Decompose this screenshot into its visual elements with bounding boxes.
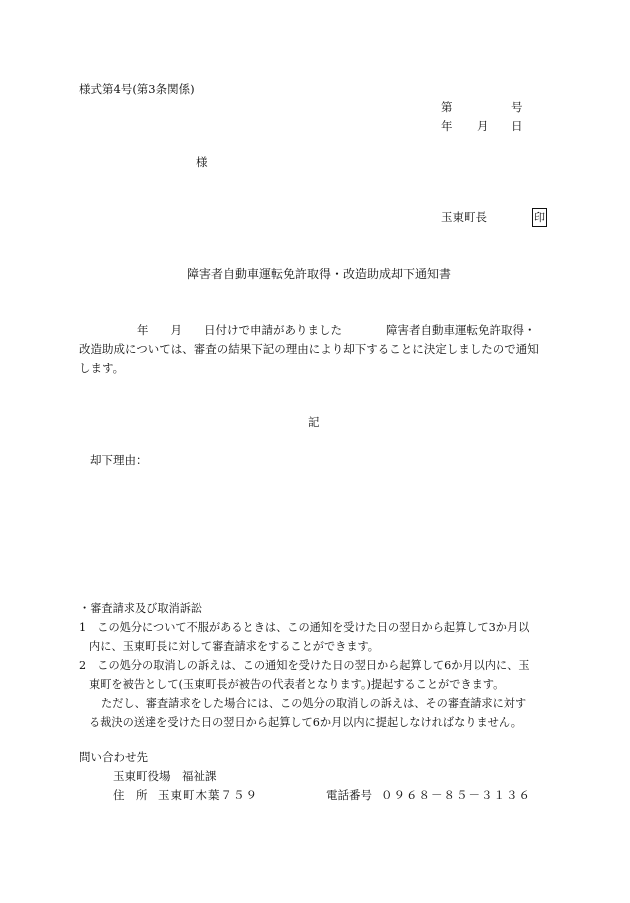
body-paragraph — [79, 321, 559, 378]
sender-title: 玉東町長 — [441, 210, 487, 224]
appeal-item-2-line-2: 東町を被告として(玉東町長が被告の代表者となります。)提起することができます。 — [89, 678, 505, 691]
date-year: 年 — [441, 119, 453, 133]
addressee-honorific: 様 — [196, 155, 208, 169]
reason-label: 却下理由： — [90, 453, 148, 467]
body-line-2: 改造助成については、審査の結果下記の理由により却下することに決定しましたので通知 — [79, 342, 539, 356]
appeal-heading: ・審査請求及び取消訴訟 — [79, 602, 203, 615]
appeal-note-line-2: る裁決の送達を受けた日の翌日から起算して6か月以内に提起しなければなりません。 — [89, 716, 522, 729]
body-month: 月 — [170, 323, 182, 337]
contact-label: 問い合わせ先 — [79, 750, 148, 764]
ki-heading: 記 — [308, 415, 320, 429]
contact-address-label: 住 所 — [113, 788, 148, 802]
appeal-item-1-line-1: 1 この処分について不服があるときは、この通知を受けた日の翌日から起算して3か月以 — [79, 621, 530, 634]
appeal-item-2-line-1: 2 この処分の取消しの訴えは、この通知を受けた日の翌日から起算して6か月以内に、玉 — [79, 659, 530, 672]
seal-mark: 印 — [532, 208, 547, 227]
number-suffix: 号 — [511, 100, 523, 114]
body-line-3: します。 — [79, 361, 125, 375]
appeal-item-1-line-2: 内に、玉東町長に対して審査請求をすることができます。 — [89, 640, 379, 653]
date-day: 日 — [511, 119, 523, 133]
body-date-clause: 日付けで申請がありました — [204, 323, 342, 337]
appeal-notice — [79, 599, 559, 732]
contact-phone: ０９６８－８５－３１３６ — [381, 788, 531, 802]
document-title: 障害者自動車運転免許取得・改造助成却下通知書 — [187, 267, 452, 281]
contact-address: 玉東町木葉７５９ — [158, 788, 258, 802]
contact-office: 玉東町役場 福祉課 — [113, 769, 217, 783]
form-id: 様式第4号(第3条関係) — [79, 82, 195, 96]
contact-phone-label: 電話番号 — [326, 788, 372, 802]
appeal-note-line-1: ただし、審査請求をした場合には、この処分の取消しの訴えは、その審査請求に対す — [101, 697, 527, 710]
body-line-1 — [79, 321, 559, 340]
number-prefix: 第 — [441, 100, 453, 114]
body-year: 年 — [137, 323, 149, 337]
date-month: 月 — [477, 119, 489, 133]
body-subject: 障害者自動車運転免許取得・ — [386, 323, 536, 337]
